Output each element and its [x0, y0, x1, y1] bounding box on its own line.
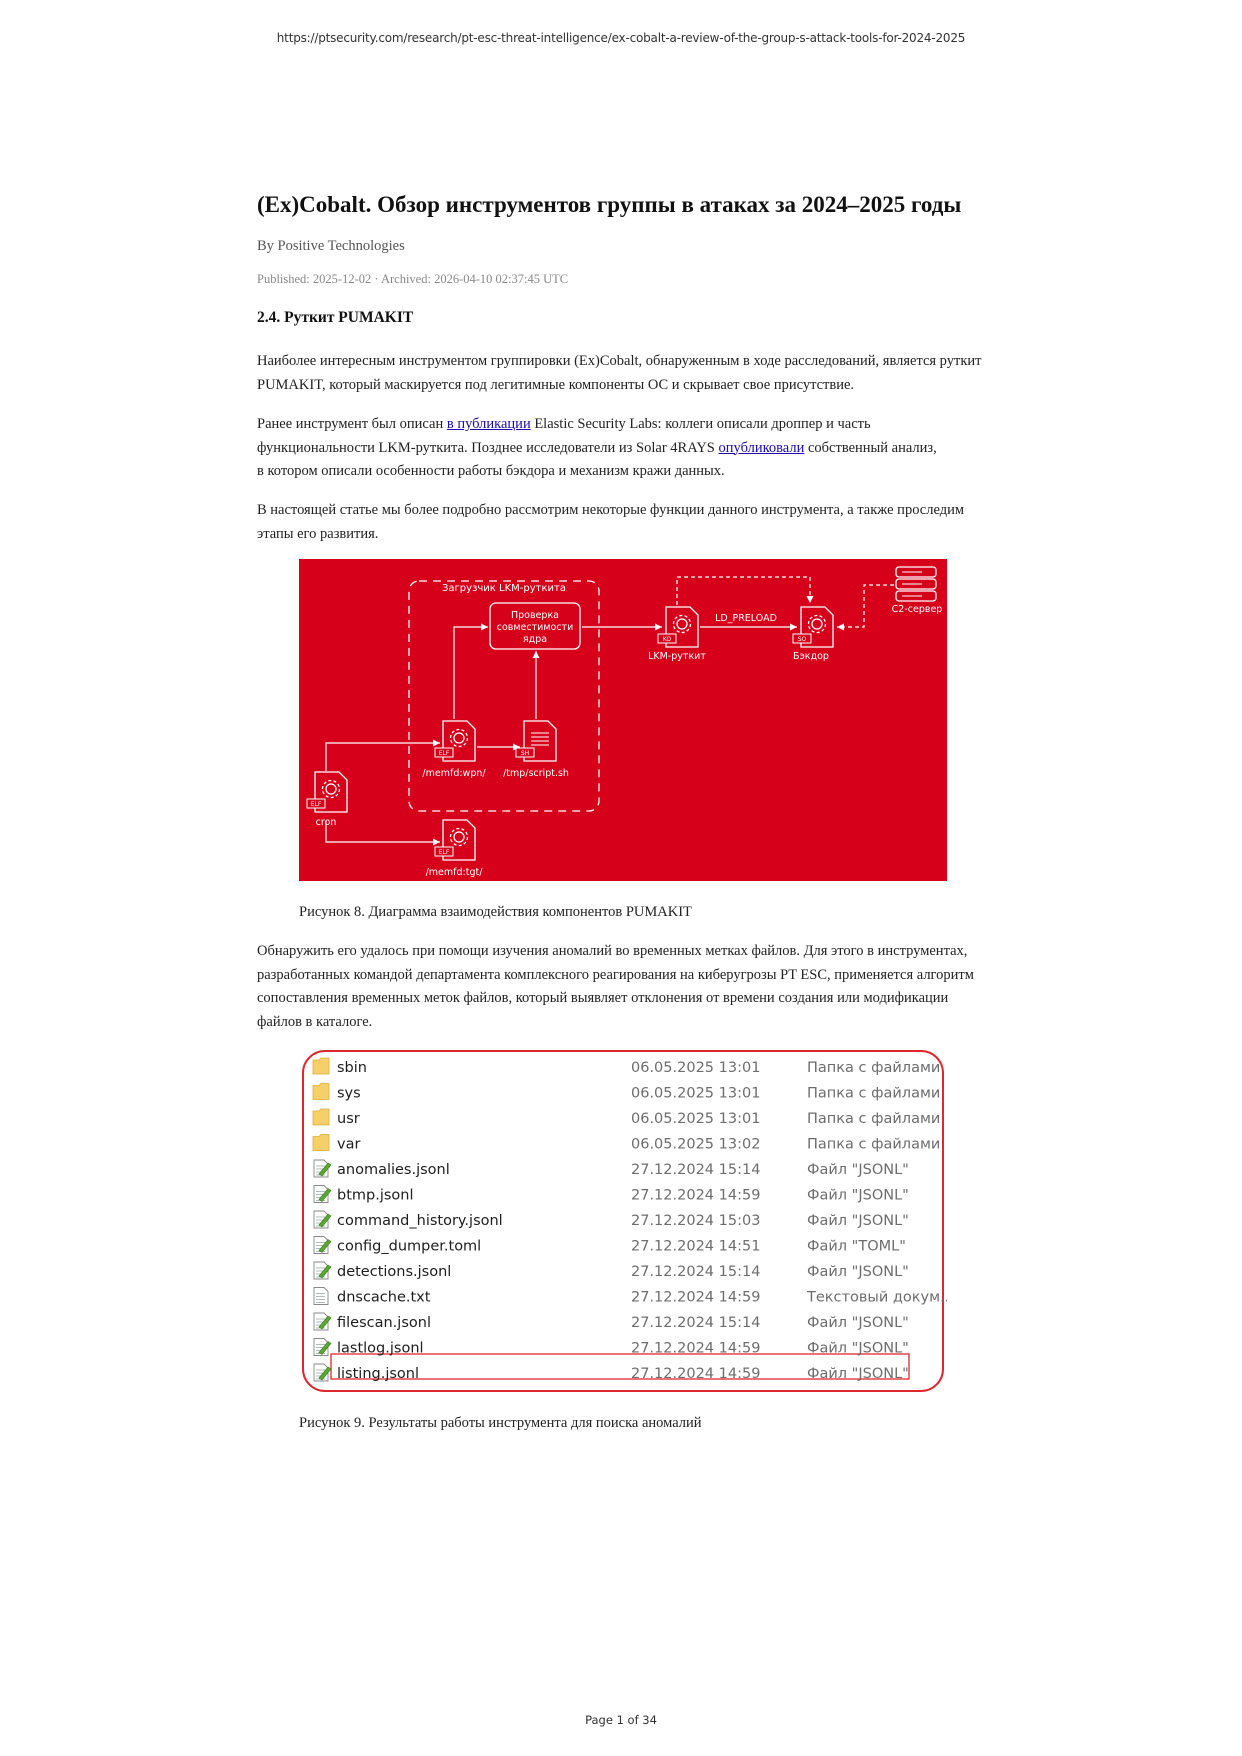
c2-label: C2-сервер: [891, 604, 943, 615]
file-type: Файл "JSONL": [807, 1162, 909, 1178]
page-number: Page 1 of 34: [585, 1713, 657, 1727]
server-icon: [896, 567, 936, 601]
editable-file-icon: [314, 1211, 331, 1228]
file-date: 27.12.2024 15:14: [631, 1315, 761, 1331]
folder-icon: [313, 1084, 329, 1100]
file-type: Папка с файлами: [807, 1060, 941, 1076]
para2-text-e: в котором описали особенности работы бэкдора и механизм кражи данных.: [257, 463, 725, 479]
file-name: command_history.jsonl: [337, 1213, 503, 1229]
tmp-script-label: /tmp/script.sh: [503, 768, 569, 779]
file-date: 27.12.2024 14:59: [631, 1187, 761, 1204]
lkm-rootkit-label: LKM-руткит: [648, 651, 706, 662]
memfd-tgt-label: /memfd:tgt/: [425, 867, 483, 878]
file-rows: [313, 1058, 947, 1382]
source-url: https://ptsecurity.com/research/pt-esc-threat-intelligence/ex-cobalt-a-review-of-the-group-s-attack-tools-for-2024-2025: [276, 31, 966, 45]
diagram-svg: [299, 559, 947, 881]
check-line1: Проверка: [510, 610, 560, 621]
file-row[interactable]: [314, 1237, 906, 1255]
badge-so: SO: [797, 636, 807, 643]
editable-file-icon: [314, 1160, 331, 1177]
file-type: Файл "JSONL": [807, 1315, 909, 1331]
file-date: 06.05.2025 13:01: [631, 1111, 761, 1127]
file-date: 06.05.2025 13:01: [631, 1085, 761, 1102]
cron-label: cron: [315, 817, 337, 828]
file-name: dnscache.txt: [337, 1289, 431, 1306]
file-date: 27.12.2024 14:51: [631, 1238, 761, 1255]
text-file-icon: [314, 1288, 328, 1305]
figure-8-caption: Рисунок 8. Диаграмма взаимодействия компонентов PUMAKIT: [299, 904, 692, 920]
script-file-icon: [516, 721, 556, 761]
file-date: 27.12.2024 14:59: [631, 1340, 761, 1357]
para4-line2: разработанных командой департамента комплексного реагирования на киберугрозы PT ESC, применяется алгоритм: [257, 966, 974, 983]
file-list-svg: [299, 1048, 947, 1396]
file-type: Папка с файлами: [807, 1085, 941, 1102]
editable-file-icon: [314, 1313, 331, 1330]
file-name: lastlog.jsonl: [337, 1340, 424, 1357]
file-row[interactable]: [313, 1109, 940, 1127]
lkm-gear-file-icon: [658, 607, 698, 647]
pumakit-diagram: [299, 559, 947, 881]
file-row[interactable]: [314, 1313, 909, 1331]
file-row[interactable]: [314, 1288, 947, 1306]
file-date: 06.05.2025 13:01: [631, 1060, 761, 1076]
file-type: Папка с файлами: [807, 1111, 941, 1127]
file-type: Файл "JSONL": [807, 1340, 909, 1357]
para3-line2: этапы его развития.: [257, 525, 379, 542]
file-name: var: [337, 1136, 361, 1153]
tgt-gear-file-icon: [435, 820, 475, 860]
editable-file-icon: [314, 1339, 331, 1356]
para2-text-b: Elastic Security Labs: коллеги описали дроппер и часть: [530, 416, 871, 432]
file-row[interactable]: [313, 1084, 940, 1102]
page-title: (Ex)Cobalt. Обзор инструментов группы в атаках за 2024–2025 годы: [257, 192, 962, 217]
article: [257, 190, 997, 327]
file-date: 27.12.2024 15:14: [631, 1264, 761, 1280]
file-row[interactable]: [314, 1160, 909, 1178]
file-type: Файл "TOML": [807, 1238, 906, 1255]
folder-icon: [313, 1058, 329, 1074]
backdoor-label: Бэкдор: [793, 651, 829, 662]
badge-sh: SH: [520, 750, 530, 757]
file-type: Папка с файлами: [807, 1136, 941, 1153]
badge-elf: ELF: [438, 750, 450, 757]
gear-file-icon: [435, 721, 475, 761]
loader-label: Загрузчик LKM-руткита: [442, 583, 566, 594]
file-name: config_dumper.toml: [337, 1238, 482, 1255]
file-name: usr: [337, 1111, 360, 1127]
file-type: Файл "JSONL": [807, 1264, 909, 1280]
file-row[interactable]: [314, 1262, 909, 1280]
file-date: 27.12.2024 15:03: [631, 1213, 761, 1229]
file-name: btmp.jsonl: [337, 1187, 414, 1204]
figure-9-caption: Рисунок 9. Результаты работы инструмента для поиска аномалий: [299, 1415, 702, 1431]
paragraph-intro: [257, 350, 997, 397]
badge-ko: KO: [662, 636, 672, 643]
editable-file-icon: [314, 1262, 331, 1279]
editable-file-icon: [314, 1364, 331, 1381]
file-type: Файл "JSONL": [807, 1213, 909, 1229]
anomaly-results-screenshot: [299, 1048, 947, 1396]
backdoor-gear-file-icon: [793, 607, 833, 647]
file-date: 06.05.2025 13:02: [631, 1136, 761, 1153]
paragraph-prior-research: [257, 413, 997, 484]
publication-link[interactable]: в публикации: [446, 416, 531, 432]
file-date: 27.12.2024 14:59: [631, 1366, 761, 1382]
file-type: Файл "JSONL": [807, 1187, 909, 1204]
para2-text-c: функциональности LKM-руткита. Позднее исследователи из Solar 4RAYS: [257, 439, 719, 456]
file-name: anomalies.jsonl: [337, 1162, 450, 1178]
check-line3: ядра: [522, 634, 548, 645]
para2-text-d: собственный анализ,: [804, 439, 937, 456]
editable-file-icon: [314, 1237, 331, 1254]
badge-elf-cron: ELF: [310, 801, 322, 808]
file-type: Текстовый докум...: [807, 1289, 947, 1306]
file-name: sbin: [337, 1060, 367, 1076]
para1-line1: Наиболее интересным инструментом группировки (Ex)Cobalt, обнаруженным в ходе расследований, является руткит: [257, 353, 982, 369]
paragraph-scope: [257, 499, 997, 546]
ld-preload-label: LD_PRELOAD: [715, 613, 777, 624]
badge-elf-tgt: ELF: [438, 849, 450, 856]
para4-line1: Обнаружить его удалось при помощи изучения аномалий во временных метках файлов. Для этого в инструментах,: [257, 943, 968, 959]
para2-text-a: Ранее инструмент был описан: [257, 416, 447, 432]
file-row[interactable]: [313, 1058, 940, 1076]
folder-icon: [313, 1135, 329, 1151]
editable-file-icon: [314, 1186, 331, 1203]
file-name: sys: [337, 1085, 361, 1102]
file-row[interactable]: [313, 1135, 940, 1153]
para4-line4: файлов в каталоге.: [257, 1013, 373, 1030]
section-heading: 2.4. Руткит PUMAKIT: [257, 309, 414, 326]
file-type: Файл "JSONL": [807, 1366, 909, 1382]
para1-line2: PUMAKIT, который маскируется под легитимные компоненты ОС и скрывает свое присутствие.: [257, 376, 855, 393]
byline: By Positive Technologies: [257, 238, 405, 254]
folder-icon: [313, 1109, 329, 1125]
para3-line1: В настоящей статье мы более подробно рассмотрим некоторые функции данного инструмента, а также проследим: [257, 502, 965, 518]
memfd-wpn-label: /memfd:wpn/: [422, 768, 486, 779]
paragraph-detection: [257, 940, 997, 1034]
file-name: listing.jsonl: [337, 1366, 420, 1382]
file-name: detections.jsonl: [337, 1264, 452, 1280]
check-line2: совместимости: [496, 622, 574, 633]
file-date: 27.12.2024 14:59: [631, 1289, 761, 1306]
diagram-arrows: [326, 577, 894, 842]
file-row[interactable]: [314, 1211, 909, 1229]
file-date: 27.12.2024 15:14: [631, 1162, 761, 1178]
cron-gear-file-icon: [307, 772, 347, 812]
publish-meta: Published: 2025-12-02 · Archived: 2026-04-10 02:37:45 UTC: [257, 272, 569, 286]
para4-line3: сопоставления временных меток файлов, который выявляет отклонения от времени создания или модификации: [257, 990, 949, 1006]
file-row[interactable]: [314, 1186, 909, 1204]
published-link[interactable]: опубликовали: [718, 439, 805, 456]
file-name: filescan.jsonl: [337, 1315, 431, 1331]
